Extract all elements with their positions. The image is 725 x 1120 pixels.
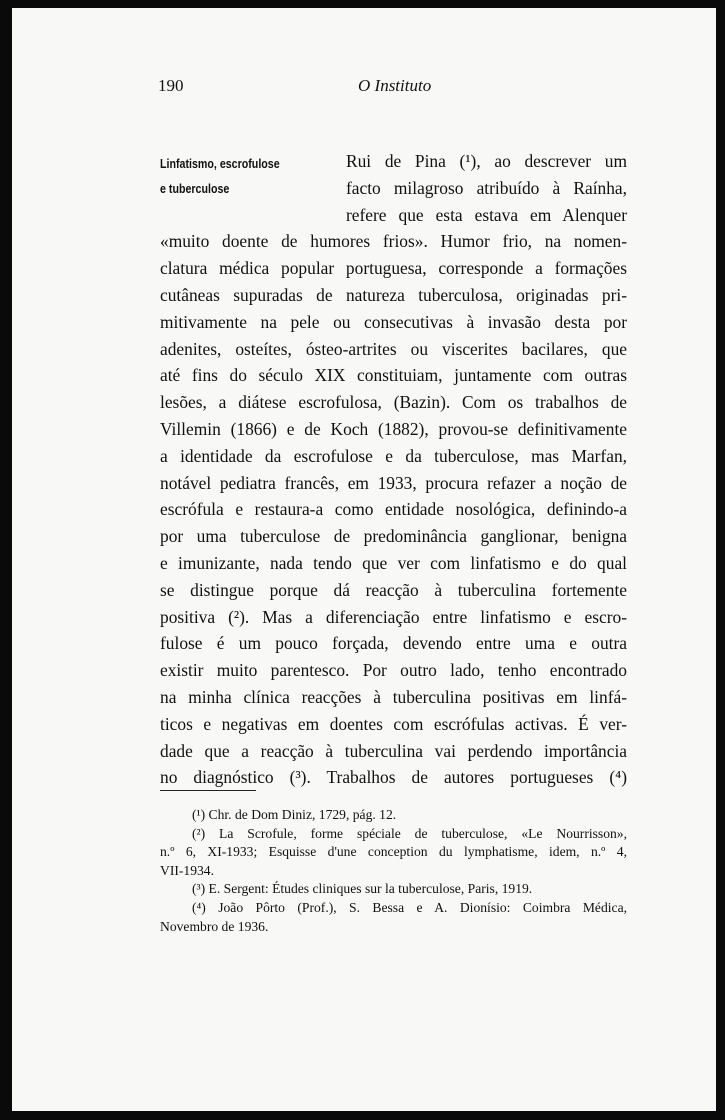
text-line: «muito doente de humores frios». Humor frio, na nomen-	[160, 231, 627, 252]
footnote-2: (²) La Scrofule, forme spéciale de tuberculose, «Le Nourrisson»,	[192, 825, 627, 841]
body-text	[160, 148, 627, 791]
text-line: fulose é um pouco forçada, devendo entre uma e outra	[160, 633, 627, 654]
text-line: se distingue porque dá reacção à tuberculina fortemente	[160, 579, 627, 600]
text-line: e imunizante, nada tendo que ver com linfatismo e do qual	[160, 552, 627, 573]
text-line: por uma tuberculose de predominância ganglionar, benigna	[160, 526, 627, 547]
footnote-4: (⁴) João Pôrto (Prof.), S. Bessa e A. Dionísio: Coimbra Médica,	[192, 899, 627, 915]
margin-note-line: e tuberculose	[160, 181, 230, 196]
text-line: mitivamente na pele ou consecutivas à invasão desta por	[160, 311, 627, 332]
text-line: positiva (²). Mas a diferenciação entre linfatismo e escro-	[160, 606, 627, 627]
text-line: facto milagroso atribuído à Raínha,	[346, 177, 627, 198]
text-line: refere que esta estava em Alenquer	[346, 204, 627, 225]
text-line: notável pediatra francês, em 1933, procura refazer a noção de	[160, 472, 627, 493]
text-line: a identidade da escrofulose e da tuberculose, mas Marfan,	[160, 445, 627, 466]
text-line: dade que a reacção à tuberculina vai perdendo importância	[160, 740, 627, 761]
text-line: existir muito parentesco. Por outro lado, tenho encontrado	[160, 660, 627, 681]
footnote-1: (¹) Chr. de Dom Diniz, 1729, pág. 12.	[192, 807, 397, 822]
page-number: 190	[158, 76, 184, 95]
page-header	[158, 76, 628, 98]
text-line: na minha clínica reacções à tuberculina positivas em linfá-	[160, 686, 627, 707]
footnote-4-cont: Novembro de 1936.	[160, 918, 269, 934]
text-line: lesões, a diátese escrofulosa, (Bazin). Com os trabalhos de	[160, 392, 627, 413]
text-line: ticos e negativas em doentes com escrófulas activas. É ver-	[160, 713, 627, 734]
text-line: cutâneas supuradas de natureza tuberculosa, originadas pri-	[160, 284, 627, 305]
running-title: O Instituto	[358, 76, 432, 95]
footnote-3: (³) E. Sergent: Études cliniques sur la tuberculose, Paris, 1919.	[192, 881, 533, 897]
text-line: Villemin (1866) e de Koch (1882), provou-se definitivamente	[160, 418, 627, 439]
text-line: no diagnóstico (³). Trabalhos de autores portugueses (⁴)	[160, 767, 627, 788]
footnote-rule	[160, 790, 256, 791]
margin-note-line: Linfatismo, escrofulose	[160, 156, 280, 171]
footnote-2-cont: n.º 6, XI-1933; Esquisse d'une conception du lymphatisme, idem, n.º 4,	[160, 844, 627, 860]
text-line: adenites, osteítes, ósteo-artrites ou viscerites bacilares, que	[160, 338, 627, 359]
footnotes	[160, 806, 627, 936]
footnote-2-cont: VII-1934.	[160, 862, 214, 878]
text-line: até fins do século XIX constituiam, juntamente com outras	[160, 365, 627, 386]
text-line: clatura médica popular portuguesa, corresponde a formações	[160, 258, 627, 279]
text-line: Rui de Pina (¹), ao descrever um	[346, 151, 627, 171]
text-line: escrófula e restaura-a como entidade nosológica, definindo-a	[160, 499, 627, 520]
